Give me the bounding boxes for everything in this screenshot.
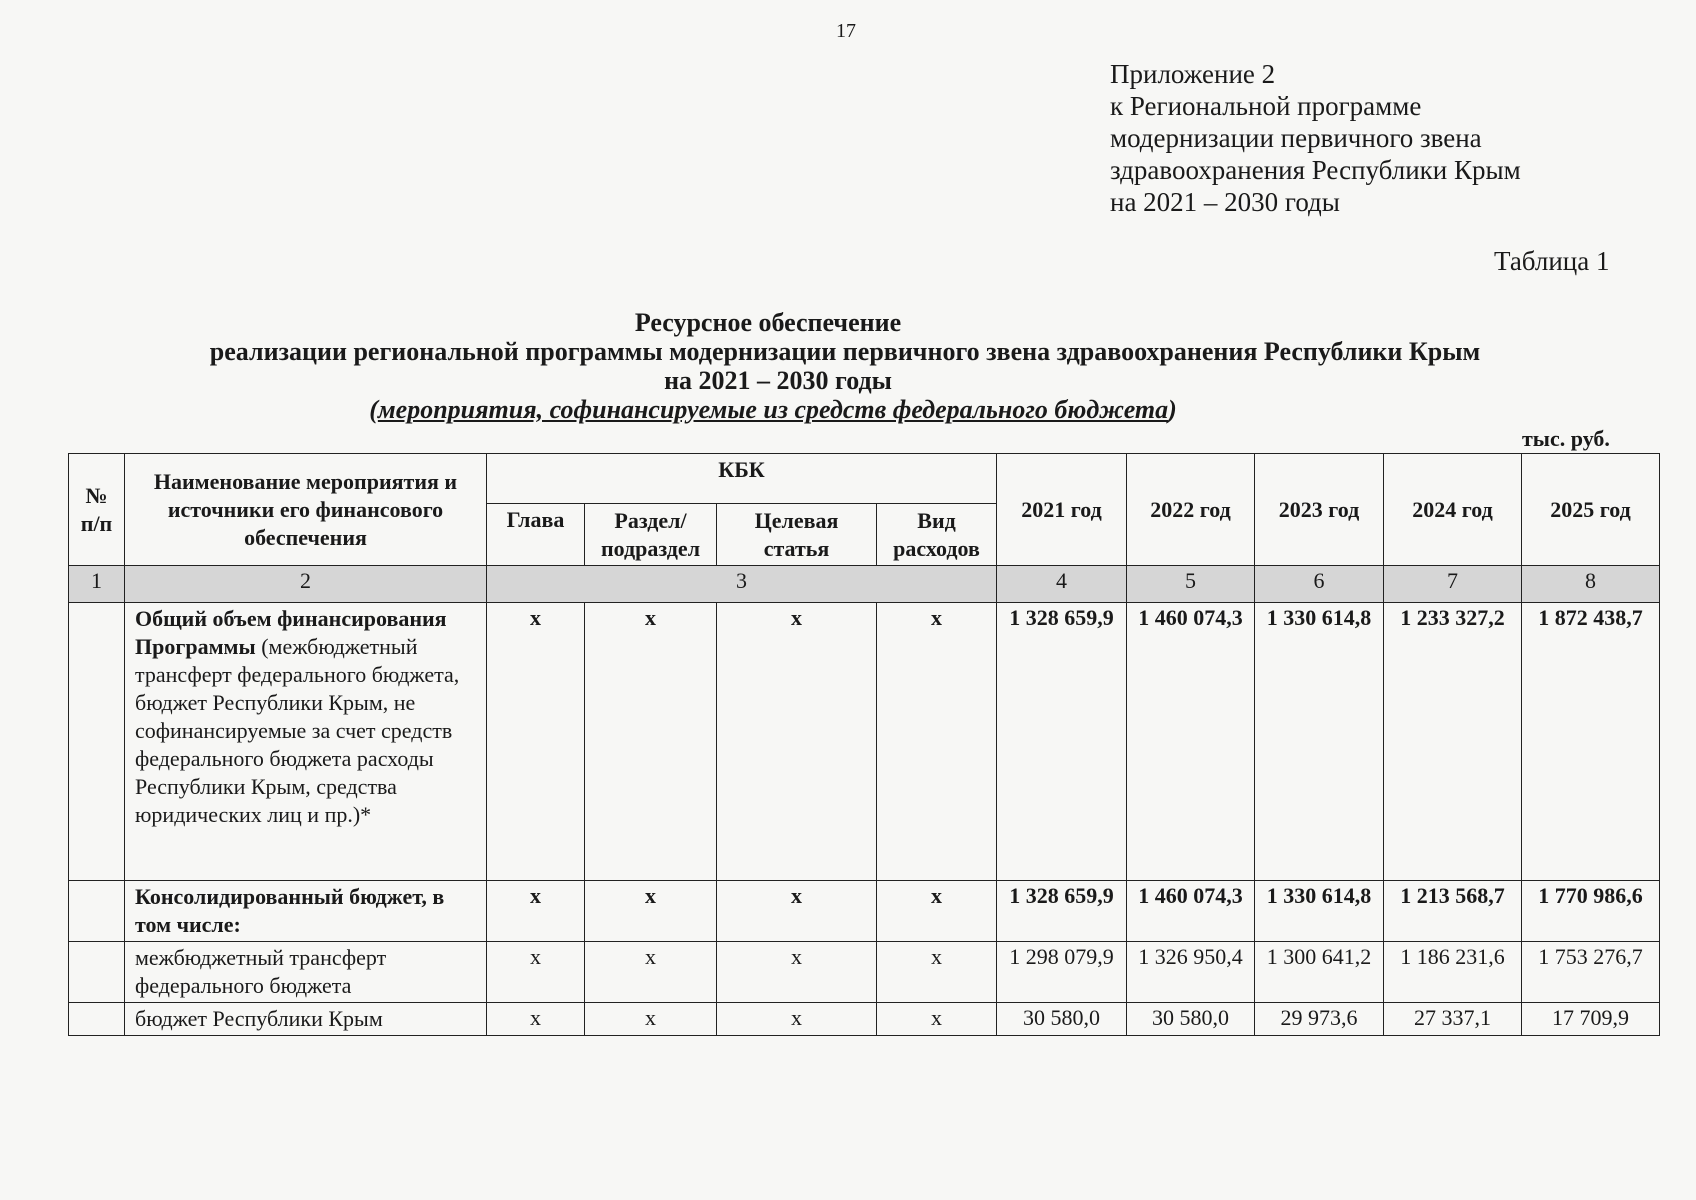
cell-razdel: х [585,1003,717,1036]
header-razdel: Раздел/ подраздел [585,504,717,566]
col-number: 5 [1127,566,1255,603]
table-label: Таблица 1 [1494,246,1610,276]
cell-2024: 1 186 231,6 [1384,942,1522,1003]
appendix-line: к Региональной программе [1110,91,1422,121]
header-2025: 2025 год [1522,454,1660,566]
header-2022: 2022 год [1127,454,1255,566]
appendix-line: модернизации первичного звена [1110,123,1482,153]
cell-glava: х [487,881,585,942]
row-name: бюджет Республики Крым [125,1003,487,1036]
table-row [69,1003,1660,1036]
cell-vid: х [877,603,997,881]
cell-razdel: х [585,942,717,1003]
cell-vid: х [877,881,997,942]
row-name: Консолидированный бюджет, в том числе: [125,881,487,942]
row-name-rest: (межбюджетный трансферт федерального бюджета, бюджет Республики Крым, не софинансируемые за счет средств федерального бюджета расходы Республики Крым, средства юридических лиц и пр.)* [135,634,460,827]
header-glava: Глава [487,504,585,566]
col-number: 7 [1384,566,1522,603]
cell-razdel: х [585,881,717,942]
row-num [69,881,125,942]
row-num [69,942,125,1003]
cell-2025: 1 770 986,6 [1522,881,1660,942]
col-number: 1 [69,566,125,603]
appendix-line: здравоохранения Республики Крым [1110,155,1521,185]
cell-2024: 1 233 327,2 [1384,603,1522,881]
header-2023: 2023 год [1255,454,1384,566]
cell-2022: 1 460 074,3 [1127,603,1255,881]
cell-tselevaya: х [717,942,877,1003]
cell-2024: 27 337,1 [1384,1003,1522,1036]
cell-glava: х [487,603,585,881]
cell-vid: х [877,942,997,1003]
header-2021: 2021 год [997,454,1127,566]
cell-2024: 1 213 568,7 [1384,881,1522,942]
document-title [0,308,1696,424]
cell-razdel: х [585,603,717,881]
appendix-line: Приложение 2 [1110,59,1276,89]
table-row [69,603,1660,881]
col-number: 6 [1255,566,1384,603]
column-number-row [69,566,1660,603]
units-label: тыс. руб. [1522,426,1610,451]
cell-2021: 1 328 659,9 [997,881,1127,942]
row-num [69,1003,125,1036]
appendix-note [1110,58,1521,218]
cell-vid: х [877,1003,997,1036]
cell-2025: 17 709,9 [1522,1003,1660,1036]
paren-close: ) [1168,395,1177,424]
cell-glava: х [487,1003,585,1036]
row-name-bold: Общий объем финансирования Программы [135,606,447,659]
cell-tselevaya: х [717,1003,877,1036]
cell-2021: 30 580,0 [997,1003,1127,1036]
title-line: Ресурсное обеспечение [634,308,902,337]
cell-2023: 29 973,6 [1255,1003,1384,1036]
row-name: межбюджетный трансферт федерального бюджета [125,942,487,1003]
title-line: на 2021 – 2030 годы [664,366,892,395]
col-number: 2 [125,566,487,603]
cell-2022: 1 326 950,4 [1127,942,1255,1003]
header-tselevaya: Целевая статья [717,504,877,566]
header-vid: Вид расходов [877,504,997,566]
cell-tselevaya: х [717,881,877,942]
cell-2023: 1 330 614,8 [1255,603,1384,881]
paren-open: ( [369,395,378,424]
row-num [69,603,125,881]
page-number: 17 [836,20,856,42]
cell-2021: 1 328 659,9 [997,603,1127,881]
title-line: реализации региональной программы модернизации первичного звена здравоохранения Республики Крым [209,337,1481,366]
header-2024: 2024 год [1384,454,1522,566]
title-subline [0,395,1696,424]
cell-2022: 1 460 074,3 [1127,881,1255,942]
cell-2022: 30 580,0 [1127,1003,1255,1036]
header-num: № п/п [69,454,125,566]
header-kbk: КБК [487,454,997,504]
col-number: 4 [997,566,1127,603]
cell-2023: 1 330 614,8 [1255,881,1384,942]
col-number: 3 [487,566,997,603]
cell-2021: 1 298 079,9 [997,942,1127,1003]
header-name: Наименование мероприятия и источники его финансового обеспечения [125,454,487,566]
cell-tselevaya: х [717,603,877,881]
cell-2025: 1 872 438,7 [1522,603,1660,881]
appendix-line: на 2021 – 2030 годы [1110,187,1340,217]
resource-table [68,453,1660,1036]
table-row [69,881,1660,942]
cell-2023: 1 300 641,2 [1255,942,1384,1003]
table-row [69,942,1660,1003]
row-name [125,603,487,881]
cell-2025: 1 753 276,7 [1522,942,1660,1003]
title-subline-text: мероприятия, софинансируемые из средств федерального бюджета [377,395,1169,424]
cell-glava: х [487,942,585,1003]
col-number: 8 [1522,566,1660,603]
